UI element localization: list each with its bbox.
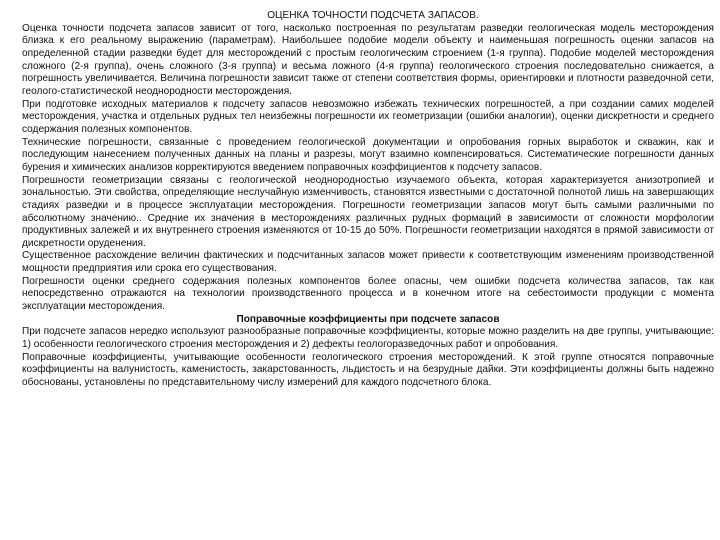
document-title: ОЦЕНКА ТОЧНОСТИ ПОДСЧЕТА ЗАПАСОВ.	[267, 10, 479, 21]
paragraph-technical-errors-intro: При подготовке исходных материалов к подсчету запасов невозможно избежать технических погрешностей, а при создании самих моделей месторождения, участка и отдельных рудных тел неизбежны погрешности их геометризации (ошибки аналогии), оценки дискретности и среднего содержания полезных компонентов.	[22, 98, 714, 135]
paragraph-content-errors: Погрешности оценки среднего содержания полезных компонентов более опасны, чем ошибки подсчета количества запасов, так как непосредственно отражаются на технологии производственного процесса и в конечном итоге на себестоимости продукции с момента эксплуатации месторождения.	[22, 275, 714, 313]
paragraph-technical-errors: Технические погрешности, связанные с проведением геологической документации и опробования горных выработок и скважин, как и последующим нанесением полученных данных на планы и разрезы, могут взаимно компенсироваться. Систематические погрешности данных бурения и химических анализов корректируются введением поправочных коэффициентов к подсчету запасов.	[22, 136, 714, 173]
paragraph-accuracy-overview: Оценка точности подсчета запасов зависит от того, насколько построенная по результатам разведки геологическая модель месторождения близка к его реальному выражению (параметрам). Наибольшее подобие модели объекту и наименьшая погрешность оценки запасов на определенной стадии разведки будет для месторождений с простым геологическим строением (1-я группа). Подобие моделей месторождения сложного (2-я группа), очень сложного (3-я группа) и весьма ложного (4-я группа) геологического строения последовательно снижается, а погрешность увеличивается. Величина погрешности зависит также от степени соответствия формы, ориентировки и плотности разведочной сети, геолого-статистической неоднородности месторождения.	[22, 22, 714, 97]
paragraph-reserve-discrepancy: Существенное расхождение величин фактических и подсчитанных запасов может привести к соответствующим изменениям производственной мощности предприятия или срока его существования.	[22, 250, 714, 275]
paragraph-geological-coefficients: Поправочные коэффициенты, учитывающие особенности геологического строения месторождений. К этой группе относятся поправочные коэффициенты на валунистость, каменистость, закарстованность, льдистость и на безрудные дайки. Эти коэффициенты должны быть надежно обоснованы, установлены по представительному числу измерений для каждого подсчетного блока.	[22, 351, 714, 389]
section-subtitle: Поправочные коэффициенты при подсчете запасов	[236, 313, 500, 325]
document-page	[22, 10, 714, 390]
paragraph-correction-groups: При подсчете запасов нередко используют разнообразные поправочные коэффициенты, которые можно разделить на две группы, учитывающие: 1) особенности геологического строения месторождения и 2) дефекты геологоразведочных работ и опробования.	[22, 326, 714, 351]
paragraph-geometrization-errors: Погрешности геометризации связаны с геологической неоднородностью изучаемого объекта, которая характеризуется анизотропией и зональностью. Эти свойства, определяющие неслучайную изменчивость, становятся известными с достаточной полнотой лишь на завершающих стадиях разведки и в процессе эксплуатации месторождения. Погрешности геометризации запасов могут быть самыми различными по абсолютному значению.. Средние их значения в месторождениях различных рудных формаций в зависимости от сложности морфологии продуктивных залежей и их внутреннего строения изменяются от 10-15 до 50%. Погрешности геометризации находятся в прямой зависимости от дискретности оруденения.	[22, 174, 714, 249]
